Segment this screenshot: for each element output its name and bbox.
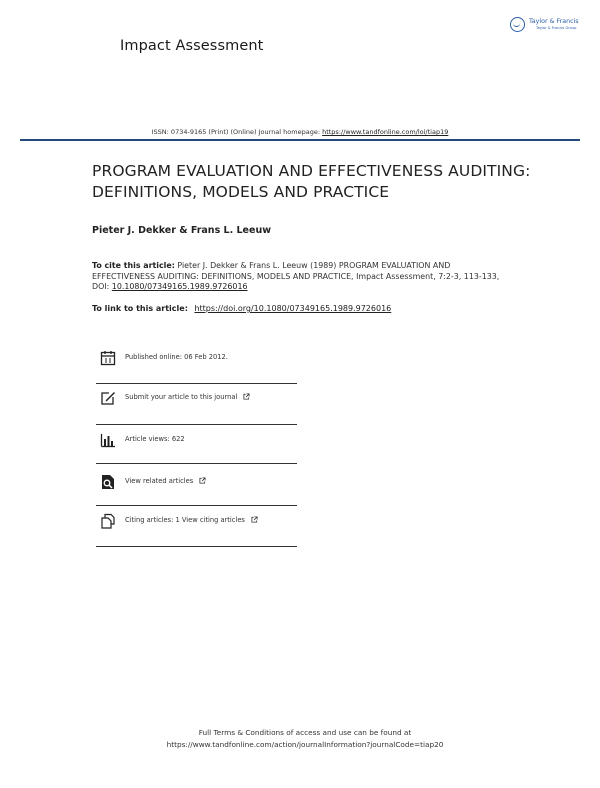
article-views: Article views: 622 [125,435,185,443]
article-title: PROGRAM EVALUATION AND EFFECTIVENESS AUDITING: DEFINITIONS, MODELS AND PRACTICE [92,162,531,201]
publisher-logo[interactable] [510,16,590,38]
citation-doi-link[interactable]: 10.1080/07349165.1989.9726016 [111,282,248,292]
published-row [96,350,296,370]
citing-articles-link[interactable] [125,516,258,524]
bar-chart-icon [100,432,116,448]
related-articles-label: View related articles [125,477,194,485]
citing-documents-icon [100,513,116,529]
journal-homepage-link[interactable]: https://www.tandfonline.com/loi/tiap19 [322,128,449,136]
calendar-icon [100,350,116,366]
external-link-icon [199,477,206,484]
citing-articles-row[interactable] [96,513,296,533]
journal-title: Impact Assessment [120,38,264,54]
related-articles-row[interactable] [96,474,296,494]
footer-terms-link[interactable]: https://www.tandfonline.com/action/journalInformation?journalCode=tiap20 [166,740,444,749]
external-link-icon [243,393,250,400]
publisher-tagline: Taylor & Francis Group [536,26,577,30]
external-link-icon [251,516,258,523]
footer [0,727,600,751]
info-divider [96,505,297,506]
submit-article-label: Submit your article to this journal [125,393,238,401]
submit-article-link[interactable] [125,393,250,401]
info-divider [96,546,297,547]
publisher-logo-icon [510,17,525,32]
issn-text: ISSN: 0734-9165 (Print) (Online) Journal homepage: [151,128,321,136]
article-views-row [96,432,296,452]
citation-label: To cite this article: [92,261,175,270]
article-link-line [92,304,391,313]
submit-article-row[interactable] [96,390,296,410]
published-date: Published online: 06 Feb 2012. [125,353,228,361]
header-divider [20,139,580,141]
article-authors: Pieter J. Dekker & Frans L. Leeuw [92,225,271,236]
issn-line [0,128,600,136]
footer-terms-text: Full Terms & Conditions of access and use can be found at [198,728,412,737]
publisher-name: Taylor & Francis [529,18,579,25]
link-label: To link to this article: [92,304,188,313]
citing-articles-label: Citing articles: 1 View citing articles [125,516,245,524]
info-divider [96,383,297,384]
article-doi-link[interactable]: https://doi.org/10.1080/07349165.1989.9726016 [194,304,392,313]
related-articles-link[interactable] [125,477,206,485]
info-divider [96,424,297,425]
info-divider [96,463,297,464]
citation-block [92,261,512,293]
edit-icon [100,390,116,406]
citation-text: Pieter J. Dekker & Frans L. Leeuw (1989) PROGRAM EVALUATION AND EFFECTIVENESS AUDITING: DEFINITIONS, MODELS AND PRACTICE, Impact Assessment, 7:2-3, 113-133, DOI: [92,261,500,292]
related-search-icon [100,474,116,490]
